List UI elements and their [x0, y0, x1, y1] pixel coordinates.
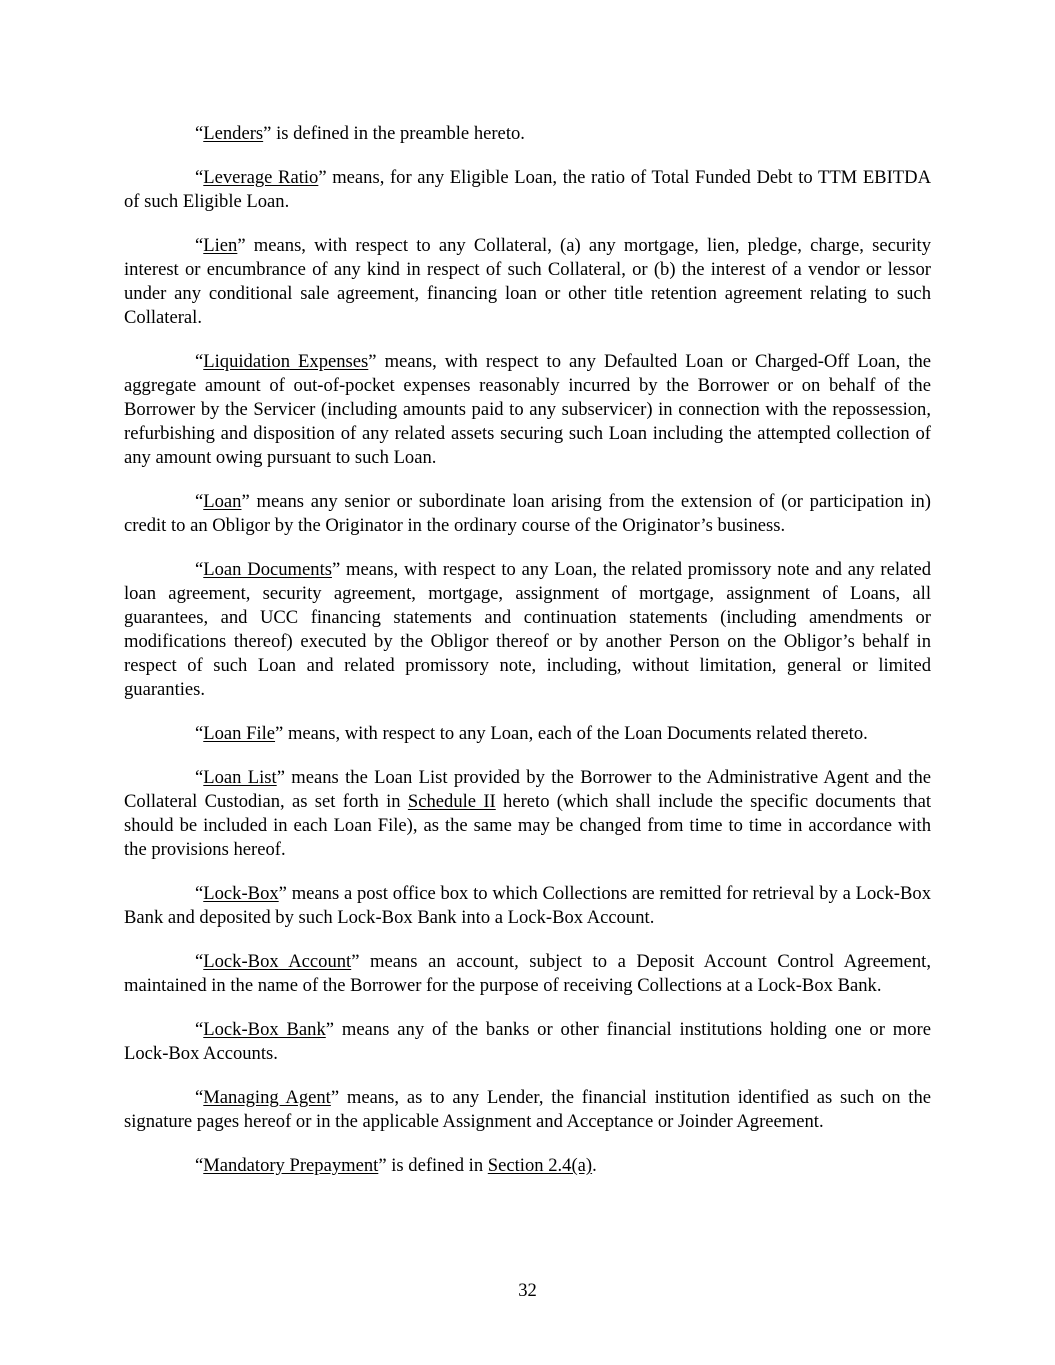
- definition-text: means, with respect to any Defaulted Loan or Charged-Off Loan, the aggregate amount of out-of-pocket expenses reasonably incurred by the Borrower or on behalf of the Borrower by the Servicer (including amounts paid to any subservicer) in connection with the repossession, refurbishing and disposition of any related assets securing such Loan including the attempted collection of any amount owing pursuant to such Loan.: [124, 351, 932, 468]
- definition-mandatory-prepayment: “Mandatory Prepayment” is defined in Section 2.4(a).: [195, 1155, 597, 1176]
- defined-term: Leverage Ratio: [203, 167, 319, 188]
- definition-text: means any of the banks or other financial institutions holding one or more Lock-Box Accounts.: [124, 1019, 931, 1064]
- definition-text: means an account, subject to a Deposit Account Control Agreement, maintained in the name of the Borrower for the purpose of receiving Collections at a Lock-Box Bank.: [124, 951, 931, 996]
- document-body: [124, 122, 931, 1198]
- defined-term: Lock-Box Account: [203, 951, 352, 972]
- definition-lock-box-bank: “Lock-Box Bank” means any of the banks or other financial institutions holding one or more Lock-Box Accounts.: [124, 1019, 931, 1064]
- defined-term: Loan File: [203, 723, 276, 744]
- definition-text: means, for any Eligible Loan, the ratio of Total Funded Debt to TTM EBITDA of such Eligible Loan.: [124, 167, 931, 212]
- definition-text: is defined in the preamble hereto.: [271, 123, 525, 144]
- defined-term: Lien: [203, 235, 238, 256]
- definition-lock-box: “Lock-Box” means a post office box to which Collections are remitted for retrieval by a Lock-Box Bank and deposited by such Lock-Box Bank into a Lock-Box Account.: [124, 883, 931, 928]
- definition-leverage-ratio: “Leverage Ratio” means, for any Eligible Loan, the ratio of Total Funded Debt to TTM EBITDA of such Eligible Loan.: [124, 167, 931, 212]
- definition-text: means, with respect to any Loan, the related promissory note and any related loan agreement, security agreement, mortgage, assignment of mortgage, assignment of Loans, all guarantees, and UCC financing statements and continuation statements (including amendments or modifications thereof) executed by the Obligor thereof or by another Person on the Obligor’s behalf in respect of such Loan and related promissory note, including, without limitation, general or limited guaranties.: [124, 559, 931, 700]
- definition-managing-agent: “Managing Agent” means, as to any Lender, the financial institution identified as such on the signature pages hereof or in the applicable Assignment and Acceptance or Joinder Agreement.: [124, 1087, 931, 1132]
- definition-text: means the Loan List provided by the Borrower to the Administrative Agent and the Collateral Custodian, as set forth in: [124, 767, 931, 812]
- defined-term: Liquidation Expenses: [203, 351, 369, 372]
- definition-text: means, with respect to any Loan, each of the Loan Documents related thereto.: [283, 723, 868, 744]
- defined-term: Loan Documents: [203, 559, 332, 580]
- definition-lien: “Lien” means, with respect to any Collateral, (a) any mortgage, lien, pledge, charge, security interest or encumbrance of any kind in respect of such Collateral, or (b) the interest of a vendor or lessor under any conditional sale agreement, financing loan or other title retention agreement relating to such Collateral.: [124, 235, 931, 328]
- definition-text: means, as to any Lender, the financial institution identified as such on the signature pages hereof or in the applicable Assignment and Acceptance or Joinder Agreement.: [124, 1087, 931, 1132]
- section-reference: Section 2.4(a): [487, 1155, 593, 1176]
- definition-lenders: “Lenders” is defined in the preamble hereto.: [195, 123, 525, 144]
- page-number: 32: [518, 1280, 537, 1301]
- definition-loan-file: “Loan File” means, with respect to any Loan, each of the Loan Documents related thereto.: [195, 723, 868, 744]
- definition-lock-box-account: “Lock-Box Account” means an account, subject to a Deposit Account Control Agreement, maintained in the name of the Borrower for the purpose of receiving Collections at a Lock-Box Bank.: [124, 951, 931, 996]
- definition-liquidation-expenses: “Liquidation Expenses” means, with respect to any Defaulted Loan or Charged-Off Loan, the aggregate amount of out-of-pocket expenses reasonably incurred by the Borrower or on behalf of the Borrower by the Servicer (including amounts paid to any subservicer) in connection with the repossession, refurbishing and disposition of any related assets securing such Loan including the attempted collection of any amount owing pursuant to such Loan.: [124, 351, 932, 468]
- defined-term: Loan: [203, 491, 242, 512]
- defined-term: Managing Agent: [203, 1087, 331, 1108]
- definition-text: means a post office box to which Collections are remitted for retrieval by a Lock-Box Bank and deposited by such Lock-Box Bank into a Lock-Box Account.: [124, 883, 931, 928]
- schedule-reference: Schedule II: [407, 791, 496, 812]
- definition-text: .: [592, 1155, 597, 1176]
- definition-loan: “Loan” means any senior or subordinate loan arising from the extension of (or participation in) credit to an Obligor by the Originator in the ordinary course of the Originator’s business.: [124, 491, 931, 536]
- definition-text: means any senior or subordinate loan arising from the extension of (or participation in) credit to an Obligor by the Originator in the ordinary course of the Originator’s business.: [124, 491, 931, 536]
- definition-loan-documents: “Loan Documents” means, with respect to any Loan, the related promissory note and any related loan agreement, security agreement, mortgage, assignment of mortgage, assignment of Loans, all guarantees, and UCC financing statements and continuation statements (including amendments or modifications thereof) executed by the Obligor thereof or by another Person on the Obligor’s behalf in respect of such Loan and related promissory note, including, without limitation, general or limited guaranties.: [124, 559, 931, 700]
- defined-term: Loan List: [203, 767, 277, 788]
- definition-text: hereto (which shall include the specific documents that should be included in each Loan File), as the same may be changed from time to time in accordance with the provisions hereof.: [124, 791, 931, 860]
- definition-text: is defined in: [386, 1155, 488, 1176]
- defined-term: Lock-Box Bank: [203, 1019, 326, 1040]
- definition-loan-list: “Loan List” means the Loan List provided by the Borrower to the Administrative Agent and the Collateral Custodian, as set forth in Schedule II hereto (which shall include the specific documents that should be included in each Loan File), as the same may be changed from time to time in accordance with the provisions hereof.: [124, 767, 931, 860]
- defined-term: Lock-Box: [203, 883, 279, 904]
- definition-text: means, with respect to any Collateral, (a) any mortgage, lien, pledge, charge, security interest or encumbrance of any kind in respect of such Collateral, or (b) the interest of a vendor or lessor under any conditional sale agreement, financing loan or other title retention agreement relating to such Collateral.: [124, 235, 931, 328]
- defined-term: Lenders: [203, 123, 264, 144]
- defined-term: Mandatory Prepayment: [203, 1155, 379, 1176]
